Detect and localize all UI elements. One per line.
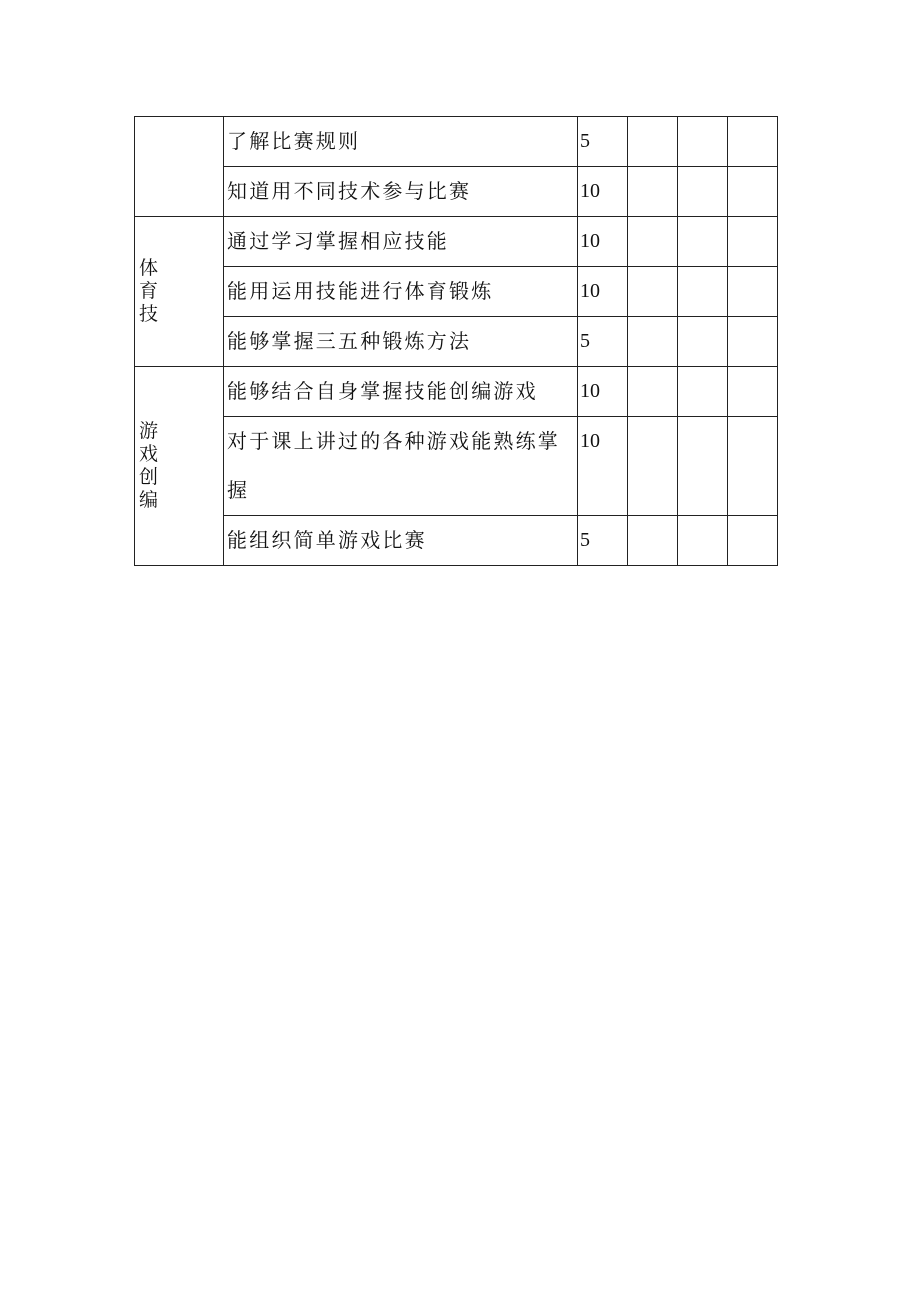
table-row <box>135 217 778 267</box>
score-cell: 5 <box>578 317 628 367</box>
blank-cell <box>678 317 728 367</box>
item-cell: 了解比赛规则 <box>224 117 578 167</box>
blank-cell <box>728 267 778 317</box>
item-cell: 能用运用技能进行体育锻炼 <box>224 267 578 317</box>
item-cell: 通过学习掌握相应技能 <box>224 217 578 267</box>
blank-cell <box>728 317 778 367</box>
item-cell: 知道用不同技术参与比赛 <box>224 167 578 217</box>
table-row <box>135 516 778 566</box>
table-row <box>135 117 778 167</box>
blank-cell <box>628 367 678 417</box>
score-cell: 5 <box>578 117 628 167</box>
blank-cell <box>678 516 728 566</box>
category-label: 游戏创编 <box>139 420 159 511</box>
table-row <box>135 367 778 417</box>
table-row <box>135 167 778 217</box>
blank-cell <box>728 516 778 566</box>
blank-cell <box>628 516 678 566</box>
blank-cell <box>678 267 728 317</box>
blank-cell <box>628 167 678 217</box>
blank-cell <box>678 117 728 167</box>
blank-cell <box>728 367 778 417</box>
blank-cell <box>728 217 778 267</box>
category-cell <box>135 367 224 566</box>
score-cell: 10 <box>578 217 628 267</box>
blank-cell <box>628 217 678 267</box>
score-cell: 10 <box>578 167 628 217</box>
evaluation-table <box>134 116 778 566</box>
score-cell: 10 <box>578 367 628 417</box>
blank-cell <box>728 117 778 167</box>
blank-cell <box>678 417 728 516</box>
blank-cell <box>678 167 728 217</box>
category-cell <box>135 117 224 217</box>
blank-cell <box>678 367 728 417</box>
category-label: 体育技 <box>139 257 159 325</box>
blank-cell <box>678 217 728 267</box>
item-cell: 对于课上讲过的各种游戏能熟练掌握 <box>224 417 578 516</box>
table-row <box>135 317 778 367</box>
blank-cell <box>628 317 678 367</box>
blank-cell <box>628 267 678 317</box>
item-cell: 能够结合自身掌握技能创编游戏 <box>224 367 578 417</box>
blank-cell <box>628 117 678 167</box>
blank-cell <box>628 417 678 516</box>
blank-cell <box>728 167 778 217</box>
score-cell: 10 <box>578 267 628 317</box>
score-cell: 10 <box>578 417 628 516</box>
table-row <box>135 417 778 516</box>
item-cell: 能组织简单游戏比赛 <box>224 516 578 566</box>
blank-cell <box>728 417 778 516</box>
category-cell <box>135 217 224 367</box>
item-cell: 能够掌握三五种锻炼方法 <box>224 317 578 367</box>
table-row <box>135 267 778 317</box>
score-cell: 5 <box>578 516 628 566</box>
